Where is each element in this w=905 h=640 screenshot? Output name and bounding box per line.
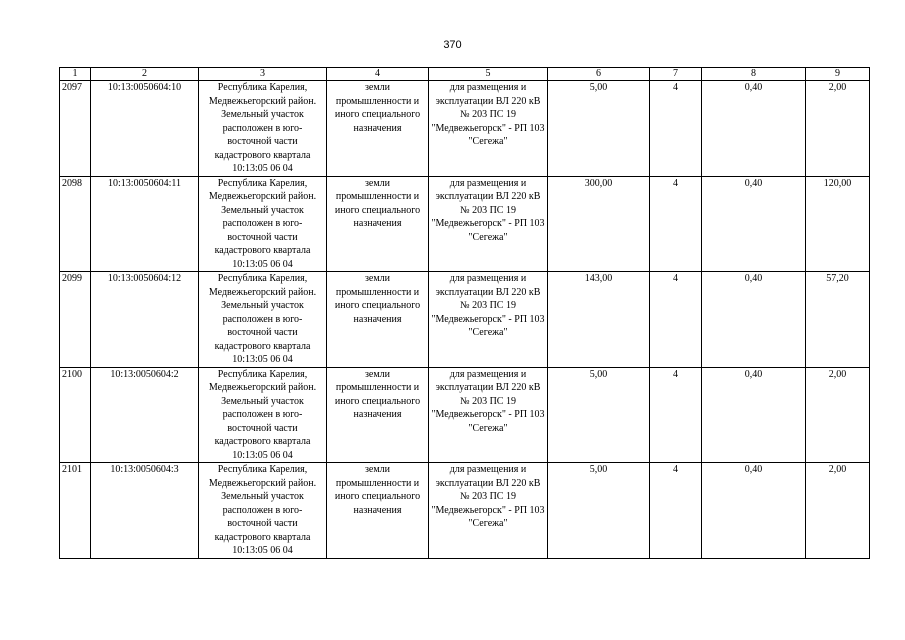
permitted-use-cell: для размещения и эксплуатации ВЛ 220 кВ № 203 ПС 19 "Медвежьегорск" - РП 103 "Сегежа": [429, 463, 548, 559]
table-row: [60, 176, 870, 272]
area-cell: 5,00: [548, 463, 650, 559]
column-7-cell: 4: [650, 81, 702, 177]
table-row: [60, 81, 870, 177]
column-header-3: 3: [199, 68, 327, 81]
land-category-cell: земли промышленности и иного специального назначения: [327, 463, 429, 559]
area-cell: 143,00: [548, 272, 650, 368]
column-9-cell: 57,20: [806, 272, 870, 368]
cadastral-number-cell: 10:13:0050604:12: [91, 272, 199, 368]
page-number: 370: [443, 39, 462, 51]
location-cell: Республика Карелия, Медвежьегорский район. Земельный участок расположен в юго-восточной части кадастрового квартала 10:13:05 06 04: [199, 272, 327, 368]
permitted-use-cell: для размещения и эксплуатации ВЛ 220 кВ № 203 ПС 19 "Медвежьегорск" - РП 103 "Сегежа": [429, 272, 548, 368]
row-number-cell: 2099: [60, 272, 91, 368]
row-number-cell: 2097: [60, 81, 91, 177]
location-cell: Республика Карелия, Медвежьегорский район. Земельный участок расположен в юго-восточной части кадастрового квартала 10:13:05 06 04: [199, 81, 327, 177]
area-cell: 300,00: [548, 176, 650, 272]
table-row: [60, 272, 870, 368]
land-plots-table: [59, 67, 870, 559]
column-7-cell: 4: [650, 176, 702, 272]
cadastral-number-cell: 10:13:0050604:2: [91, 367, 199, 463]
cadastral-number-cell: 10:13:0050604:3: [91, 463, 199, 559]
column-8-cell: 0,40: [702, 367, 806, 463]
cadastral-number-cell: 10:13:0050604:11: [91, 176, 199, 272]
column-8-cell: 0,40: [702, 81, 806, 177]
location-cell: Республика Карелия, Медвежьегорский район. Земельный участок расположен в юго-восточной части кадастрового квартала 10:13:05 06 04: [199, 176, 327, 272]
row-number-cell: 2100: [60, 367, 91, 463]
column-header-5: 5: [429, 68, 548, 81]
land-category-cell: земли промышленности и иного специального назначения: [327, 81, 429, 177]
location-cell: Республика Карелия, Медвежьегорский район. Земельный участок расположен в юго-восточной части кадастрового квартала 10:13:05 06 04: [199, 463, 327, 559]
permitted-use-cell: для размещения и эксплуатации ВЛ 220 кВ № 203 ПС 19 "Медвежьегорск" - РП 103 "Сегежа": [429, 176, 548, 272]
area-cell: 5,00: [548, 367, 650, 463]
column-header-7: 7: [650, 68, 702, 81]
column-7-cell: 4: [650, 272, 702, 368]
row-number-cell: 2101: [60, 463, 91, 559]
land-category-cell: земли промышленности и иного специального назначения: [327, 272, 429, 368]
table-row: [60, 463, 870, 559]
cadastral-number-cell: 10:13:0050604:10: [91, 81, 199, 177]
column-header-8: 8: [702, 68, 806, 81]
column-header-4: 4: [327, 68, 429, 81]
column-8-cell: 0,40: [702, 272, 806, 368]
permitted-use-cell: для размещения и эксплуатации ВЛ 220 кВ № 203 ПС 19 "Медвежьегорск" - РП 103 "Сегежа": [429, 367, 548, 463]
column-header-1: 1: [60, 68, 91, 81]
permitted-use-cell: для размещения и эксплуатации ВЛ 220 кВ № 203 ПС 19 "Медвежьегорск" - РП 103 "Сегежа": [429, 81, 548, 177]
location-cell: Республика Карелия, Медвежьегорский район. Земельный участок расположен в юго-восточной части кадастрового квартала 10:13:05 06 04: [199, 367, 327, 463]
table-row: [60, 367, 870, 463]
land-category-cell: земли промышленности и иного специального назначения: [327, 176, 429, 272]
column-9-cell: 120,00: [806, 176, 870, 272]
land-category-cell: земли промышленности и иного специального назначения: [327, 367, 429, 463]
column-8-cell: 0,40: [702, 176, 806, 272]
column-7-cell: 4: [650, 463, 702, 559]
column-9-cell: 2,00: [806, 367, 870, 463]
column-7-cell: 4: [650, 367, 702, 463]
row-number-cell: 2098: [60, 176, 91, 272]
column-9-cell: 2,00: [806, 81, 870, 177]
table-header-row: [60, 68, 870, 81]
column-header-9: 9: [806, 68, 870, 81]
column-9-cell: 2,00: [806, 463, 870, 559]
area-cell: 5,00: [548, 81, 650, 177]
column-header-6: 6: [548, 68, 650, 81]
column-8-cell: 0,40: [702, 463, 806, 559]
column-header-2: 2: [91, 68, 199, 81]
